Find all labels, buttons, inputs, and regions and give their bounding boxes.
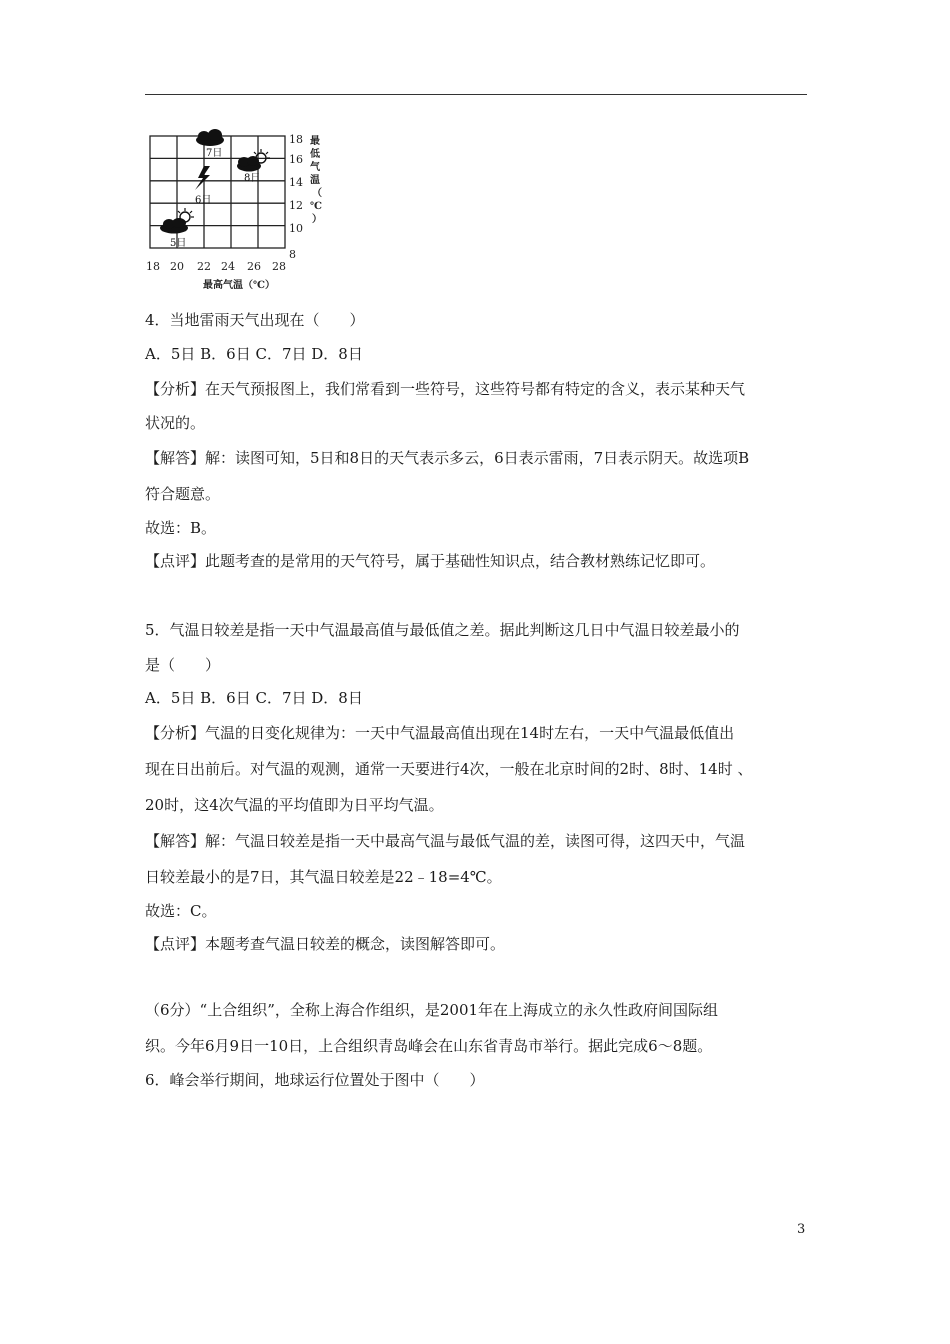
answer-5-line2: 日较差最小的是7日，其气温日较差是22﹣18=4℃。	[145, 868, 502, 886]
question-6: 6．峰会举行期间，地球运行位置处于图中（ ）	[145, 1071, 485, 1089]
answer-5-line1: 【解答】解：气温日较差是指一天中最高气温与最低气温的差，读图可得，这四天中，气温	[145, 832, 746, 850]
y-axis-char: （	[312, 188, 322, 199]
y-tick: 18	[289, 133, 303, 146]
partly-cloudy-icon-day8	[237, 149, 270, 172]
x-tick: 26	[247, 260, 261, 273]
header-rule	[145, 94, 807, 95]
x-tick: 24	[221, 260, 235, 273]
x-tick: 20	[170, 260, 184, 273]
y-tick: 10	[289, 222, 303, 235]
choice-5: 故选：C。	[145, 902, 217, 920]
options-4: A．5日 B．6日 C．7日 D．8日	[145, 345, 363, 363]
choice-4: 故选：B。	[145, 519, 217, 537]
y-tick: 14	[289, 176, 303, 189]
passage-line1: （6分）“上合组织”，全称上海合作组织，是2001年在上海成立的永久性政府间国际组	[145, 1001, 719, 1019]
y-axis-char: ℃	[310, 201, 322, 212]
weather-chart-figure	[140, 126, 330, 298]
comment-4: 【点评】此题考查的是常用的天气符号，属于基础性知识点，结合教材熟练记忆即可。	[145, 552, 716, 570]
y-axis-char: 温	[310, 175, 320, 186]
y-tick: 16	[289, 153, 303, 166]
page-number: 3	[797, 1222, 806, 1237]
passage-line2: 织。今年6月9日一10日，上合组织青岛峰会在山东省青岛市举行。据此完成6～8题。	[145, 1037, 713, 1055]
y-axis-char: 低	[310, 149, 320, 160]
x-axis-label: 最高气温（℃）	[203, 280, 275, 291]
y-axis-char: 最	[310, 136, 320, 147]
question-4: 4．当地雷雨天气出现在（ ）	[145, 311, 365, 329]
x-tick: 28	[272, 260, 286, 273]
analysis-5-line3: 20时，这4次气温的平均值即为日平均气温。	[145, 796, 444, 814]
analysis-5-line1: 【分析】气温的日变化规律为：一天中气温最高值出现在14时左右，一天中气温最低值出	[145, 724, 735, 742]
day-label-7: 7日	[206, 148, 223, 159]
y-tick: 12	[289, 199, 303, 212]
question-5-line1: 5．气温日较差是指一天中气温最高值与最低值之差。据此判断这几日中气温日较差最小的	[145, 621, 740, 639]
overcast-icon	[196, 129, 224, 146]
options-5: A．5日 B．6日 C．7日 D．8日	[145, 689, 363, 707]
day-label-6: 6日	[195, 195, 212, 206]
question-5-line2: 是（ ）	[145, 656, 221, 674]
y-tick: 8	[289, 248, 296, 261]
comment-5: 【点评】本题考查气温日较差的概念，读图解答即可。	[145, 935, 506, 953]
analysis-4-line1: 【分析】在天气预报图上，我们常看到一些符号，这些符号都有特定的含义，表示某种天气	[145, 380, 746, 398]
x-tick: 18	[146, 260, 160, 273]
analysis-4-line2: 状况的。	[145, 414, 206, 432]
answer-4-line2: 符合题意。	[145, 485, 221, 503]
y-axis-char: 气	[310, 162, 320, 173]
answer-4-line1: 【解答】解：读图可知，5日和8日的天气表示多云，6日表示雷雨，7日表示阴天。故选项B	[145, 449, 750, 467]
x-tick: 22	[197, 260, 211, 273]
day-label-5: 5日	[170, 238, 187, 249]
lightning-icon	[195, 166, 210, 190]
day-label-8: 8日	[244, 173, 261, 184]
analysis-5-line2: 现在日出前后。对气温的观测，通常一天要进行4次，一般在北京时间的2时、8时、14时 、	[145, 760, 753, 778]
y-axis-char: ）	[312, 214, 322, 225]
